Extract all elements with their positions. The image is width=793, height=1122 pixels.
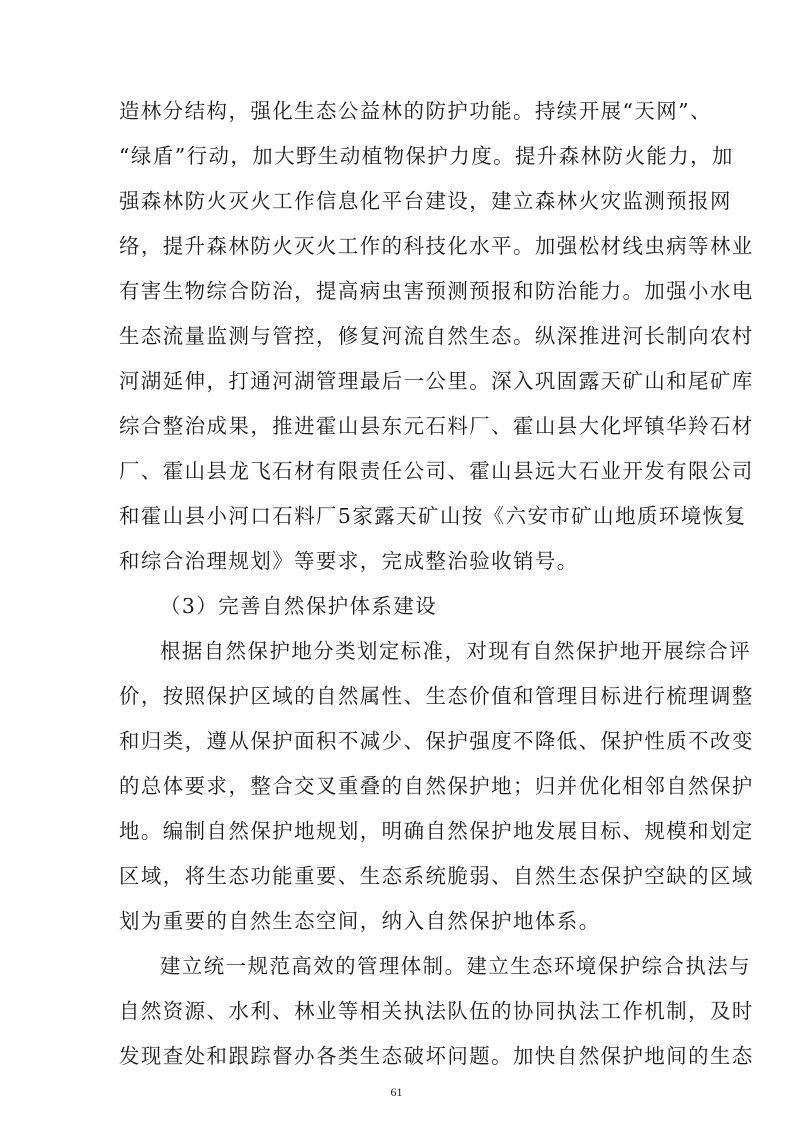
section-heading: （3）完善自然保护体系建设 bbox=[160, 594, 438, 618]
body-text-line: 厂、霍山县龙飞石材有限责任公司、霍山县远大石业开发有限公司 bbox=[119, 459, 754, 483]
body-text-line: 和霍山县小河口石料厂5家露天矿山按《六安市矿山地质环境恢复 bbox=[119, 504, 747, 528]
body-text-line: 综合整治成果，推进霍山县东元石料厂、霍山县大化坪镇华羚石材 bbox=[119, 414, 754, 438]
body-text-line: “绿盾”行动，加大野生动植物保护力度。提升森林防火能力，加 bbox=[119, 144, 734, 168]
body-text-line: 有害生物综合防治，提高病虫害预测预报和防治能力。加强小水电 bbox=[119, 279, 754, 303]
body-text-line: 强森林防火灭火工作信息化平台建设，建立森林火灾监测预报网 bbox=[119, 189, 732, 213]
page-number: 61 bbox=[390, 1085, 403, 1099]
body-text-line: 地。编制自然保护地规划，明确自然保护地发展目标、规模和划定 bbox=[119, 819, 754, 843]
body-text-line: 发现查处和跟踪督办各类生态破坏问题。加快自然保护地间的生态 bbox=[119, 1044, 754, 1068]
body-text-line: 造林分结构，强化生态公益林的防护功能。持续开展“天网”、 bbox=[119, 99, 713, 123]
body-text-line: 络，提升森林防火灭火工作的科技化水平。加强松材线虫病等林业 bbox=[119, 234, 754, 258]
body-text-line: 建立统一规范高效的管理体制。建立生态环境保护综合执法与 bbox=[160, 954, 752, 978]
body-text-line: 自然资源、水利、林业等相关执法队伍的协同执法工作机制，及时 bbox=[119, 999, 754, 1023]
body-text-line: 生态流量监测与管控，修复河流自然生态。纵深推进河长制向农村 bbox=[119, 324, 754, 348]
body-text-line: 价，按照保护区域的自然属性、生态价值和管理目标进行梳理调整 bbox=[119, 684, 754, 708]
body-text-line: 划为重要的自然生态空间，纳入自然保护地体系。 bbox=[119, 909, 601, 933]
body-text-line: 区域，将生态功能重要、生态系统脆弱、自然生态保护空缺的区域 bbox=[119, 864, 754, 888]
body-text-line: 根据自然保护地分类划定标准，对现有自然保护地开展综合评 bbox=[160, 639, 752, 663]
body-text-line: 河湖延伸，打通河湖管理最后一公里。深入巩固露天矿山和尾矿库 bbox=[119, 369, 754, 393]
body-text-line: 和综合治理规划》等要求，完成整治验收销号。 bbox=[119, 549, 579, 573]
body-text-line: 的总体要求，整合交叉重叠的自然保护地；归并优化相邻自然保护 bbox=[119, 774, 754, 798]
body-text-line: 和归类，遵从保护面积不减少、保护强度不降低、保护性质不改变 bbox=[119, 729, 754, 753]
